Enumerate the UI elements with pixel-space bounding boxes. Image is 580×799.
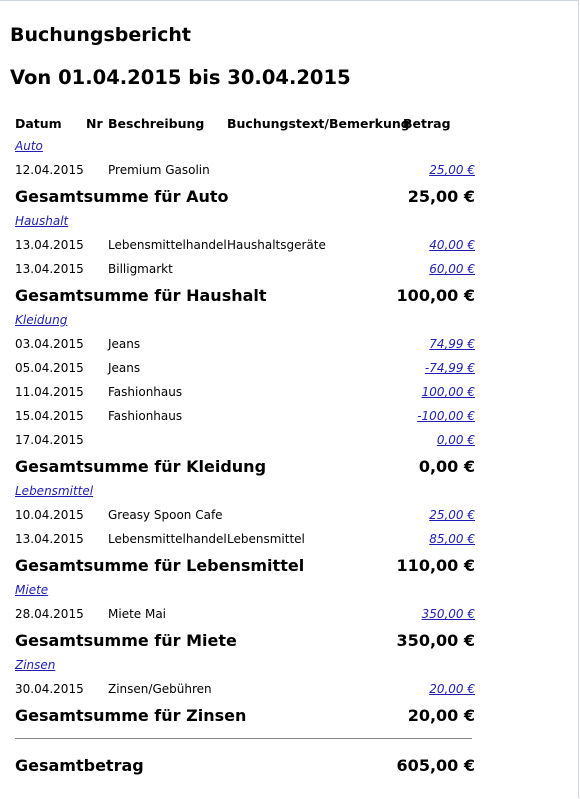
row-date: 12.04.2015 — [15, 163, 84, 177]
table-row — [0, 337, 580, 355]
row-description: Zinsen/Gebühren — [108, 682, 212, 696]
grand-total-divider — [15, 738, 472, 739]
table-row — [0, 433, 580, 451]
category-total-label: Gesamtsumme für Haushalt — [15, 286, 267, 305]
row-date: 13.04.2015 — [15, 532, 84, 546]
row-text: Lebensmittel — [227, 532, 305, 546]
category-total-label: Gesamtsumme für Lebensmittel — [15, 556, 305, 575]
grand-total-label: Gesamtbetrag — [15, 756, 144, 775]
row-amount-link[interactable]: 74,99 € — [429, 337, 475, 351]
row-amount-link[interactable]: 25,00 € — [429, 163, 475, 177]
row-description: Billigmarkt — [108, 262, 173, 276]
row-description: Lebensmittelhandel — [108, 238, 227, 252]
row-amount-link[interactable]: 0,00 € — [436, 433, 475, 447]
row-date: 15.04.2015 — [15, 409, 84, 423]
column-header-description: Beschreibung — [108, 116, 205, 131]
row-amount-link[interactable]: -100,00 € — [417, 409, 475, 423]
table-row — [0, 262, 580, 280]
report-title: Buchungsbericht — [10, 24, 192, 46]
row-description: Fashionhaus — [108, 409, 183, 423]
table-row — [0, 163, 580, 181]
column-header-date: Datum — [15, 116, 62, 131]
category-link-haushalt[interactable]: Haushalt — [15, 214, 69, 228]
row-description: Jeans — [108, 337, 141, 351]
row-amount-link[interactable]: -74,99 € — [424, 361, 475, 375]
category-link-kleidung[interactable]: Kleidung — [15, 313, 68, 327]
row-date: 30.04.2015 — [15, 682, 84, 696]
category-total-value: 25,00 € — [407, 187, 475, 206]
row-amount-link[interactable]: 25,00 € — [429, 508, 475, 522]
category-link-miete[interactable]: Miete — [15, 583, 49, 597]
category-total-value: 0,00 € — [418, 457, 475, 476]
row-date: 11.04.2015 — [15, 385, 84, 399]
category-total-label: Gesamtsumme für Miete — [15, 631, 237, 650]
category-total-value: 110,00 € — [396, 556, 475, 575]
column-header-text: Buchungstext/Bemerkung — [227, 116, 410, 131]
row-date: 03.04.2015 — [15, 337, 84, 351]
category-total-value: 100,00 € — [396, 286, 475, 305]
row-date: 13.04.2015 — [15, 262, 84, 276]
table-row — [0, 532, 580, 550]
report-date-range: Von 01.04.2015 bis 30.04.2015 — [10, 66, 351, 89]
table-row — [0, 361, 580, 379]
row-date: 17.04.2015 — [15, 433, 84, 447]
category-total-label: Gesamtsumme für Kleidung — [15, 457, 267, 476]
row-amount-link[interactable]: 100,00 € — [421, 385, 475, 399]
category-link-auto[interactable]: Auto — [15, 139, 43, 153]
grand-total-value: 605,00 € — [396, 756, 475, 775]
row-amount-link[interactable]: 40,00 € — [429, 238, 475, 252]
row-amount-link[interactable]: 350,00 € — [421, 607, 475, 621]
row-amount-link[interactable]: 85,00 € — [429, 532, 475, 546]
table-row — [0, 385, 580, 403]
column-header-nr: Nr — [86, 116, 103, 131]
row-date: 13.04.2015 — [15, 238, 84, 252]
row-description: Premium Gasolin — [108, 163, 210, 177]
table-row — [0, 238, 580, 256]
row-amount-link[interactable]: 60,00 € — [429, 262, 475, 276]
table-row — [0, 409, 580, 427]
row-description: Greasy Spoon Cafe — [108, 508, 223, 522]
category-total-value: 350,00 € — [396, 631, 475, 650]
column-header-amount: Betrag — [403, 116, 451, 131]
row-text: Haushaltsgeräte — [227, 238, 326, 252]
category-total-label: Gesamtsumme für Auto — [15, 187, 229, 206]
row-date: 05.04.2015 — [15, 361, 84, 375]
table-row — [0, 508, 580, 526]
category-total-value: 20,00 € — [407, 706, 475, 725]
row-description: Jeans — [108, 361, 141, 375]
category-link-zinsen[interactable]: Zinsen — [15, 658, 56, 672]
table-row — [0, 607, 580, 625]
row-date: 28.04.2015 — [15, 607, 84, 621]
row-description: Fashionhaus — [108, 385, 183, 399]
table-row — [0, 682, 580, 700]
row-description: Miete Mai — [108, 607, 167, 621]
category-total-label: Gesamtsumme für Zinsen — [15, 706, 247, 725]
row-date: 10.04.2015 — [15, 508, 84, 522]
category-link-lebensmittel[interactable]: Lebensmittel — [15, 484, 94, 498]
row-amount-link[interactable]: 20,00 € — [429, 682, 475, 696]
row-description: Lebensmittelhandel — [108, 532, 227, 546]
